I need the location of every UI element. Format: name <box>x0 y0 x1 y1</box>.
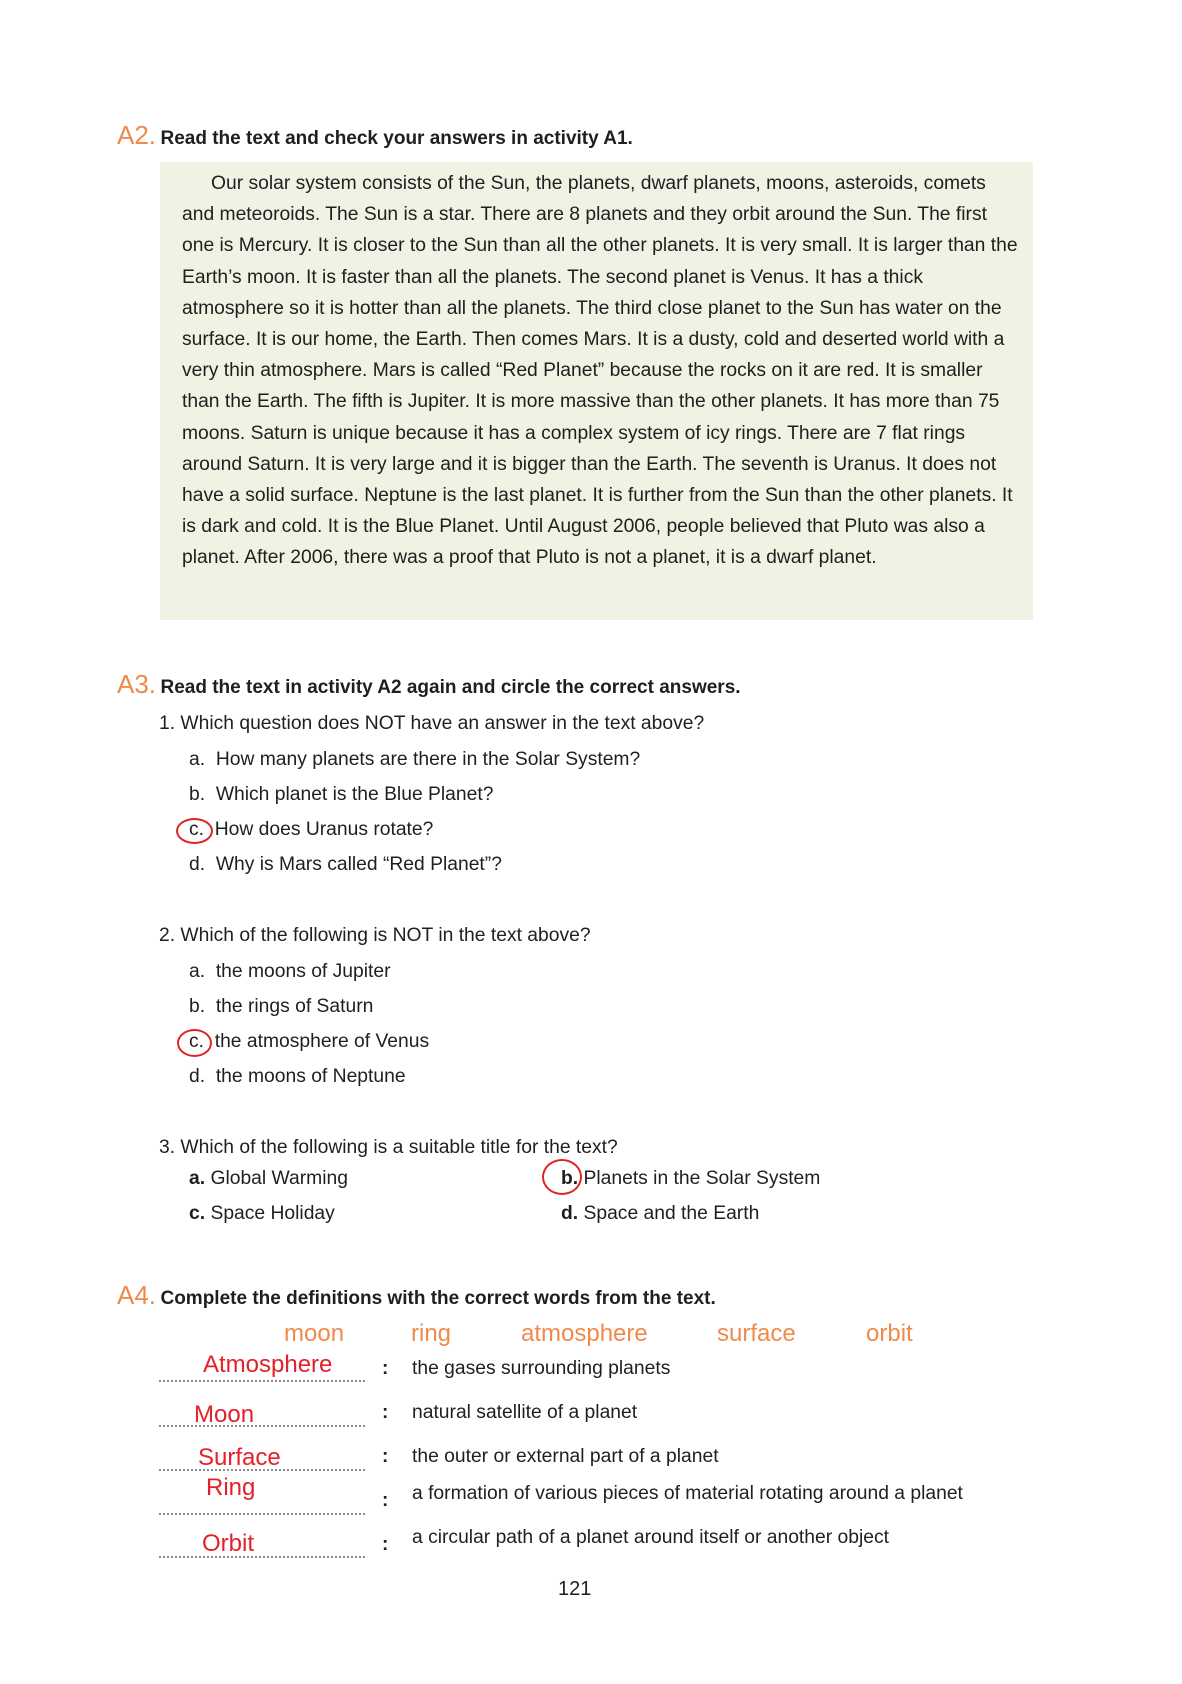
a4-heading <box>117 1280 716 1311</box>
a2-heading <box>117 120 633 151</box>
colon: : <box>382 1402 389 1423</box>
option-letter: c. <box>189 819 204 840</box>
option-text: Global Warming <box>210 1168 348 1189</box>
option-letter: a. <box>189 961 206 982</box>
option-letter: d. <box>189 854 206 875</box>
word-bank-item: ring <box>411 1320 452 1347</box>
a3-number: A3. <box>117 669 157 699</box>
handwritten-answer: Ring <box>206 1474 256 1501</box>
q3-option-c <box>189 1203 335 1225</box>
colon: : <box>382 1358 389 1379</box>
option-letter: b. <box>189 784 206 805</box>
option-text: the moons of Neptune <box>215 1066 406 1087</box>
option-text: Which planet is the Blue Planet? <box>215 784 494 805</box>
answer-line <box>159 1380 365 1382</box>
option-text: How many planets are there in the Solar System? <box>215 749 641 770</box>
handwritten-answer: Surface <box>198 1444 281 1471</box>
option-text: Why is Mars called “Red Planet”? <box>215 854 502 875</box>
option-text: Planets in the Solar System <box>583 1168 821 1189</box>
q1-prompt: 1. Which question does NOT have an answer in the text above? <box>159 713 705 734</box>
option-letter: d. <box>561 1203 579 1224</box>
a3-heading <box>117 669 741 700</box>
answer-circle <box>176 818 213 844</box>
option-text: How does Uranus rotate? <box>214 819 434 840</box>
option-text: Space Holiday <box>210 1203 335 1224</box>
definition-text: natural satellite of a planet <box>412 1402 638 1423</box>
q3-option-b <box>561 1168 820 1190</box>
passage <box>182 168 1022 574</box>
option-text: the rings of Saturn <box>215 996 374 1017</box>
colon: : <box>382 1534 389 1555</box>
q1-option-b <box>189 784 493 806</box>
definition-text: the outer or external part of a planet <box>412 1446 719 1467</box>
a2-instruction: Read the text and check your answers in activity A1. <box>160 128 633 149</box>
q1-option-c <box>189 819 433 841</box>
answer-line <box>159 1556 365 1558</box>
option-text: the atmosphere of Venus <box>214 1031 430 1052</box>
option-letter: a. <box>189 1168 206 1189</box>
option-letter: c. <box>189 1031 204 1052</box>
handwritten-answer: Moon <box>194 1401 255 1428</box>
word-bank-item: orbit <box>866 1320 913 1347</box>
colon: : <box>382 1490 389 1511</box>
option-text: Space and the Earth <box>583 1203 760 1224</box>
word-bank-item: moon <box>284 1320 345 1347</box>
q2-option-a <box>189 961 391 983</box>
definition-text: the gases surrounding planets <box>412 1358 671 1379</box>
option-letter: b. <box>561 1168 579 1189</box>
a4-number: A4. <box>117 1280 157 1310</box>
page-number: 121 <box>558 1578 592 1600</box>
handwritten-answer: Atmosphere <box>203 1351 333 1378</box>
definition-text: a circular path of a planet around itself or another object <box>412 1527 889 1548</box>
a4-instruction: Complete the definitions with the correct words from the text. <box>160 1288 716 1309</box>
option-letter: b. <box>189 996 206 1017</box>
q3-option-a <box>189 1168 348 1190</box>
handwritten-answer: Orbit <box>202 1530 255 1557</box>
q2-option-d <box>189 1066 406 1088</box>
q2-prompt: 2. Which of the following is NOT in the text above? <box>159 925 591 946</box>
answer-line <box>159 1513 365 1515</box>
option-letter: a. <box>189 749 206 770</box>
a2-number: A2. <box>117 120 157 150</box>
q1-option-a <box>189 749 640 771</box>
q3-prompt: 3. Which of the following is a suitable title for the text? <box>159 1137 618 1158</box>
answer-line <box>159 1425 365 1427</box>
colon: : <box>382 1446 389 1467</box>
answer-circle <box>177 1029 212 1057</box>
q1-option-d <box>189 854 502 876</box>
q3-option-d <box>561 1203 759 1225</box>
passage-text: Our solar system consists of the Sun, the planets, dwarf planets, moons, asteroids, comets and meteoroids. The Sun is a star. There are 8 planets and they orbit around the Sun. The first one is Mercury. It is closer to the Sun than all the other planets. It is very small. It is larger than the Earth’s moon. It is faster than all the planets. The second planet is Venus. It has a thick atmosphere so it is hotter than all the planets. The third close planet to the Sun has water on the surface. It is our home, the Earth. Then comes Mars. It is a dusty, cold and deserted world with a very thin atmosphere. Mars is called “Red Planet” because the rocks on it are red. It is smaller than the Earth. The fifth is Jupiter. It is more massive than the other planets. It has more than 75 moons. Saturn is unique because it has a complex system of icy rings. There are 7 flat rings around Saturn. It is very large and it is bigger than the Earth. The seventh is Uranus. It does not have a solid surface. Neptune is the last planet. It is further from the Sun than the other planets. It is dark and cold. It is the Blue Planet. Until August 2006, people believed that Pluto was also a planet. After 2006, there was a proof that Pluto is not a planet, it is a dwarf planet. <box>182 173 1018 569</box>
a3-instruction: Read the text in activity A2 again and circle the correct answers. <box>160 677 741 698</box>
option-text: the moons of Jupiter <box>215 961 391 982</box>
answer-circle <box>542 1159 582 1195</box>
option-letter: d. <box>189 1066 206 1087</box>
option-letter: c. <box>189 1203 206 1224</box>
word-bank-item: atmosphere <box>521 1320 648 1347</box>
q2-option-b <box>189 996 373 1018</box>
q2-option-c <box>189 1031 429 1053</box>
definition-text: a formation of various pieces of material rotating around a planet <box>412 1483 963 1504</box>
word-bank-item: surface <box>717 1320 796 1347</box>
